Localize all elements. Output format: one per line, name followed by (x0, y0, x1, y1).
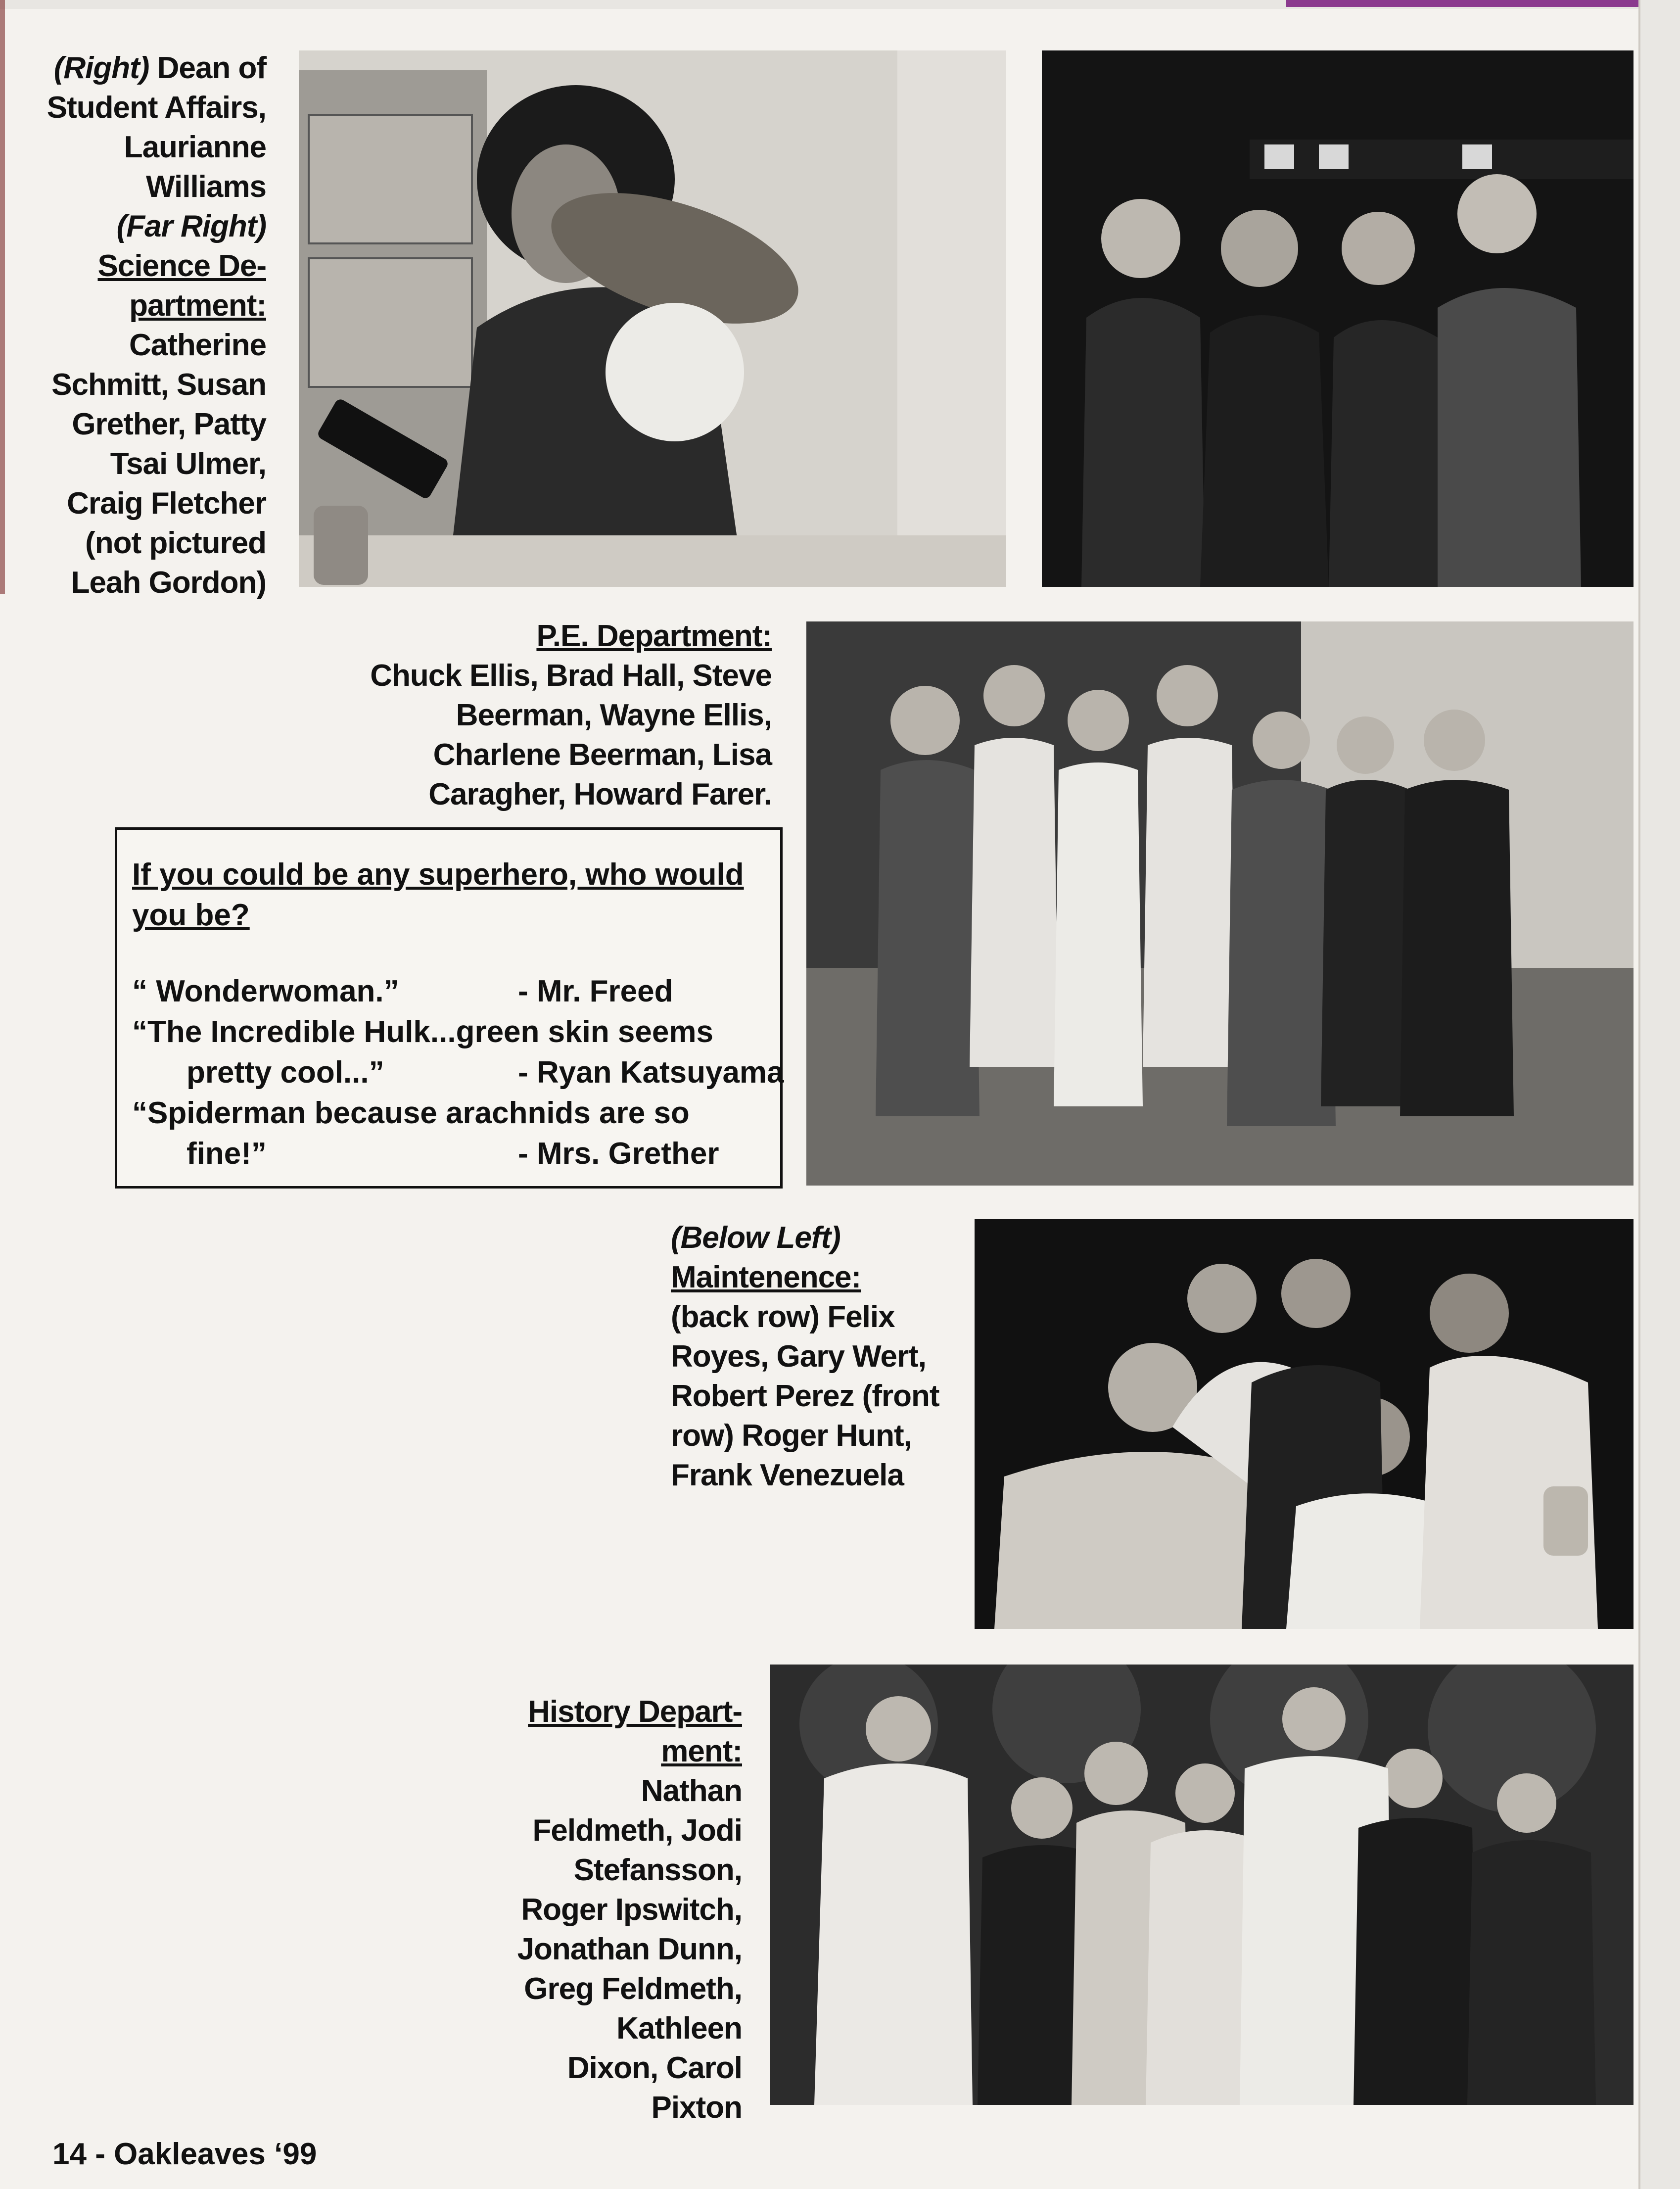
history-caption-line: Feldmeth, Jodi (532, 1813, 742, 1848)
science-caption-line: Schmitt, Susan (51, 368, 266, 402)
answer-author: - Ryan Katsuyama (518, 1055, 784, 1090)
page-binding-mark (0, 0, 5, 594)
maintenance-caption-line: (back row) Felix (671, 1300, 895, 1334)
maintenance-caption-line: Robert Perez (front (671, 1379, 939, 1413)
answer-text: pretty cool...” (187, 1055, 384, 1090)
maintenance-caption-line: Royes, Gary Wert, (671, 1339, 926, 1374)
quote-answer (132, 1093, 766, 1134)
pe-caption-line: Chuck Ellis, Brad Hall, Steve (370, 659, 772, 693)
science-caption-line: Grether, Patty (72, 407, 266, 441)
dean-caption-line: Laurianne (124, 130, 266, 164)
answer-text: “Spiderman because arachnids are so (132, 1096, 690, 1130)
pe-caption-line: Charlene Beerman, Lisa (433, 738, 772, 772)
pe-caption-line: Caragher, Howard Farer. (428, 777, 772, 811)
pe-department-caption (297, 617, 772, 814)
dean-caption-line: Williams (146, 170, 266, 204)
page-right-margin (1638, 0, 1680, 2189)
dean-direction: (Right) (53, 51, 149, 85)
maintenance-caption-line: Frank Venezuela (671, 1458, 904, 1492)
history-caption-line: Stefansson, (573, 1853, 742, 1887)
quote-answer (132, 1012, 766, 1052)
maintenance-photo (975, 1219, 1633, 1629)
science-caption-line: Leah Gordon) (71, 566, 266, 600)
quote-answer (132, 1052, 784, 1093)
science-caption-line: Catherine (129, 328, 266, 362)
history-department-photo (770, 1665, 1633, 2105)
quote-question: If you could be any superhero, who would you be? (132, 857, 744, 932)
history-caption-line: Kathleen (616, 2011, 742, 2046)
history-caption-line: Nathan (641, 1774, 742, 1808)
science-caption-line: (not pictured (85, 526, 266, 560)
science-direction: (Far Right) (116, 209, 266, 243)
history-caption-line: Greg Feldmeth, (524, 1972, 742, 2006)
science-department-photo (1042, 50, 1633, 587)
history-caption-line: Pixton (651, 2091, 742, 2125)
pe-department-photo (806, 621, 1633, 1186)
science-caption-line: Craig Fletcher (67, 486, 266, 521)
maintenance-caption-line: row) Roger Hunt, (671, 1419, 912, 1453)
page-folio: 14 - Oakleaves ‘99 (52, 2137, 317, 2171)
science-heading: Science De- (97, 249, 266, 283)
history-department-caption (485, 1692, 742, 2128)
page-color-accent (1286, 0, 1680, 7)
science-caption-line: Tsai Ulmer, (110, 447, 266, 481)
maintenance-heading: Maintenence: (671, 1260, 861, 1294)
answer-text: “ Wonderwoman.” (132, 974, 399, 1008)
maintenance-caption (671, 1218, 968, 1495)
history-heading: History Depart- (528, 1695, 742, 1729)
history-caption-line: Roger Ipswitch, (521, 1893, 742, 1927)
quote-answer (132, 1134, 766, 1174)
pe-caption-line: Beerman, Wayne Ellis, (456, 698, 772, 732)
quote-answer (132, 971, 766, 1012)
answer-text: fine!” (187, 1137, 267, 1171)
answer-author: - Mrs. Grether (518, 1137, 719, 1171)
answer-text: “The Incredible Hulk...green skin seems (132, 1015, 713, 1049)
pe-heading: P.E. Department: (536, 619, 772, 653)
science-heading: partment: (129, 288, 266, 323)
dean-caption-line: Dean of (157, 51, 266, 85)
history-caption-line: Dixon, Carol (567, 2051, 742, 2085)
superhero-quote-box (115, 827, 783, 1189)
dean-photo (299, 50, 1006, 587)
history-caption-line: Jonathan Dunn, (517, 1932, 742, 1966)
answer-author: - Mr. Freed (518, 974, 673, 1008)
maintenance-direction: (Below Left) (671, 1221, 840, 1255)
history-heading: ment: (661, 1734, 742, 1768)
dean-caption-line: Student Affairs, (47, 91, 266, 125)
dean-science-caption (10, 48, 266, 603)
